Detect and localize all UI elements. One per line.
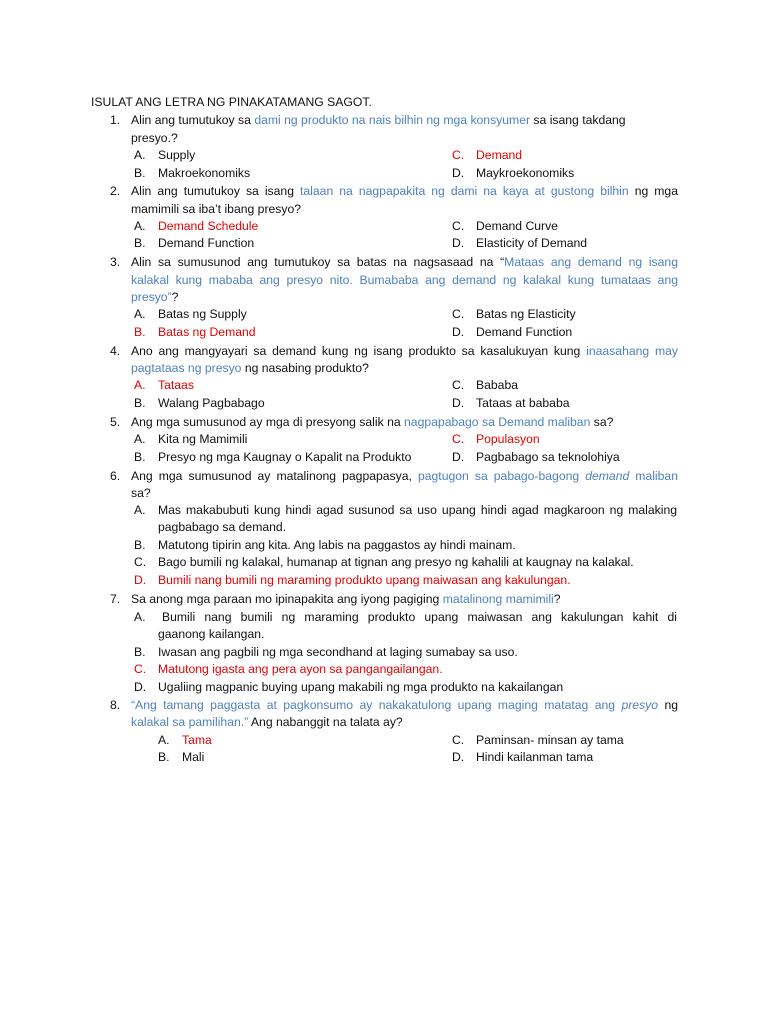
option-b-answer: B. Batas ng Demand — [134, 325, 256, 339]
option-d: D. Pagbabago sa teknolohiya — [452, 450, 620, 464]
option-d: D. Ugaliing magpanic buying upang makabili ng mga produkto na kakailangan — [134, 680, 564, 694]
question-number: 4. — [110, 344, 121, 358]
option-a: A. Mas makabubuti kung hindi agad susunod sa uso upang hindi agad magkaroon ng malaking — [134, 503, 677, 517]
question-2-text-cont: mamimili sa iba’t ibang presyo? — [131, 202, 302, 216]
option-c: C. Paminsan- minsan ay tama — [452, 733, 624, 747]
question-number: 8. — [110, 698, 121, 712]
option-d: D. Maykroekonomiks — [452, 166, 575, 180]
question-6-text-cont: sa? — [131, 486, 151, 500]
question-3-text-cont: kalakal kung mababa ang presyo nito. Bumababa ang demand ng kalakal kung tumataas ang — [131, 273, 678, 287]
question-8-text: “Ang tamang paggasta at pagkonsumo ay nakakatulong upang maging matatag ang presyo ng — [131, 698, 678, 712]
option-d: D. Elasticity of Demand — [452, 236, 588, 250]
question-3-text-end: presyo”? — [131, 290, 179, 304]
question-number: 7. — [110, 592, 121, 606]
option-a-answer: A. Tataas — [134, 378, 194, 392]
question-number: 2. — [110, 184, 121, 198]
option-a-answer: A. Tama — [158, 733, 212, 747]
option-d: D. Demand Function — [452, 325, 573, 339]
option-c-answer: C. Matutong igasta ang pera ayon sa pangangailangan. — [134, 662, 443, 676]
option-a: A. Supply — [134, 148, 196, 162]
question-1-text: Alin ang tumutukoy sa dami ng produkto na nais bilhin ng mga konsyumer sa isang takdang — [131, 113, 626, 127]
option-d-answer: D. Bumili nang bumili ng maraming produkto upang maiwasan ang kakulungan. — [134, 573, 571, 587]
question-number: 1. — [110, 113, 121, 127]
question-1-text-cont: presyo.? — [131, 131, 178, 145]
option-d: D. Tataas at bababa — [452, 396, 570, 410]
option-c: C. Demand Curve — [452, 219, 558, 233]
question-number: 3. — [110, 255, 121, 269]
option-a: A. Bumili nang bumili ng maraming produkto upang maiwasan ang kakulungan kahit di — [134, 610, 677, 624]
option-a-answer: A. Demand Schedule — [134, 219, 259, 233]
question-3-text: Alin sa sumusunod ang tumutukoy sa batas na nagsasaad na “Mataas ang demand ng isang — [131, 255, 678, 269]
question-5-text: Ang mga sumusunod ay mga di presyong salik na nagpapabago sa Demand maliban sa? — [131, 415, 614, 429]
option-b: B. Presyo ng mga Kaugnay o Kapalit na Produkto — [134, 450, 412, 464]
option-a-cont: pagbabago sa demand. — [158, 520, 287, 534]
question-8-text-cont: kalakal sa pamilihan.” Ang nabanggit na talata ay? — [131, 715, 403, 729]
option-d: D. Hindi kailanman tama — [452, 750, 594, 764]
question-7-text: Sa anong mga paraan mo ipinapakita ang iyong pagiging matalinong mamimili? — [131, 592, 561, 606]
option-c-answer: C. Populasyon — [452, 432, 540, 446]
option-b: B. Walang Pagbabago — [134, 396, 265, 410]
question-4-text: Ano ang mangyayari sa demand kung ng isang produkto sa kasalukuyan kung inaasahang may — [131, 344, 679, 358]
option-c-answer: C. Demand — [452, 148, 523, 162]
option-b: B. Iwasan ang pagbili ng mga secondhand at laging sumabay sa uso. — [134, 645, 518, 659]
question-4-text-cont: pagtataas ng presyo ng nasabing produkto? — [131, 361, 369, 375]
option-c: C. Bababa — [452, 378, 519, 392]
option-c: C. Batas ng Elasticity — [452, 307, 576, 321]
option-a: A. Kita ng Mamimili — [134, 432, 248, 446]
option-a: A. Batas ng Supply — [134, 307, 247, 321]
option-a-cont: gaanong kailangan. — [158, 627, 265, 641]
question-number: 6. — [110, 469, 121, 483]
option-c: C. Bago bumili ng kalakal, humanap at tignan ang presyo ng kahalili at kaugnay na kalakal. — [134, 555, 634, 569]
question-number: 5. — [110, 415, 121, 429]
page-title: ISULAT ANG LETRA NG PINAKATAMANG SAGOT. — [91, 95, 372, 109]
question-2-text: Alin ang tumutukoy sa isang talaan na nagpapakita ng dami na kaya at gustong bilhin ng mga — [131, 184, 678, 198]
option-b: B. Matutong tipirin ang kita. Ang labis na paggastos ay hindi mainam. — [134, 538, 516, 552]
question-6-text: Ang mga sumusunod ay matalinong pagpapasya, pagtugon sa pabago-bagong demand maliban — [131, 469, 678, 483]
option-b: B. Demand Function — [134, 236, 255, 250]
option-b: B. Mali — [158, 750, 205, 764]
option-b: B. Makroekonomiks — [134, 166, 251, 180]
